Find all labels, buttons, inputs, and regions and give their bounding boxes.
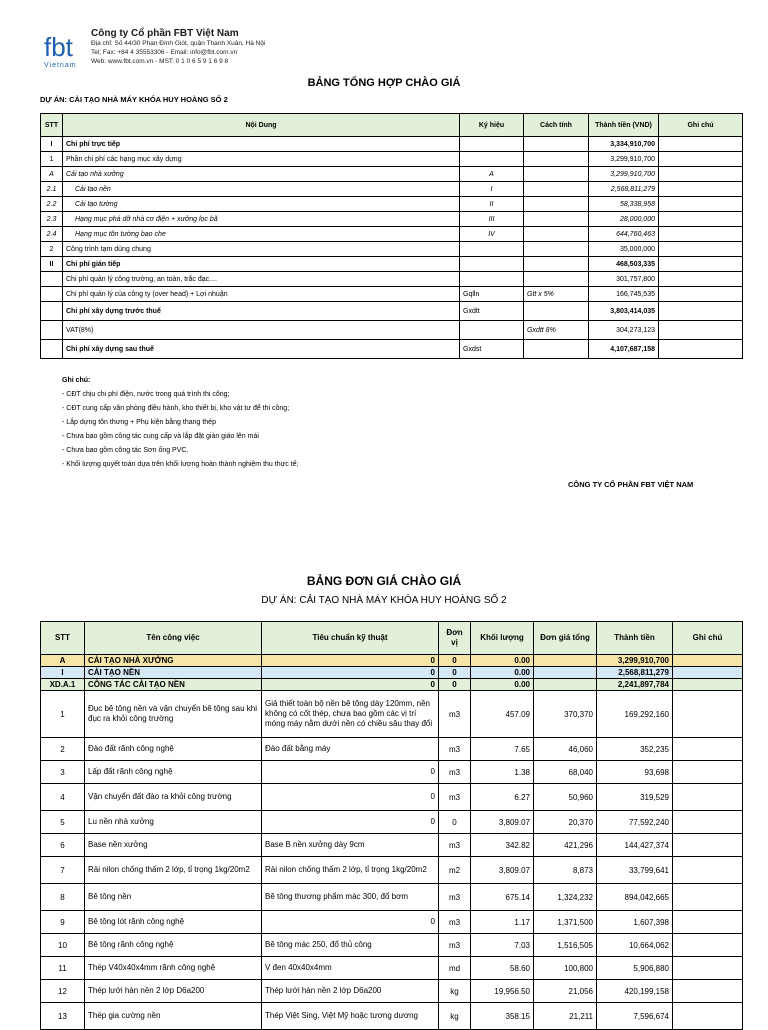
row-qty: 675.14 (471, 884, 534, 911)
row-code: Gxdtt (460, 302, 524, 321)
row-unit: m3 (439, 738, 471, 761)
row-content: Chi phí trực tiếp (63, 137, 460, 152)
row-stt: 10 (41, 934, 85, 957)
row-code: I (460, 182, 524, 197)
row-qty: 19,956.50 (471, 980, 534, 1003)
row-code: A (460, 167, 524, 182)
row-unit: md (439, 957, 471, 980)
row-calc (524, 257, 589, 272)
row-note (673, 811, 743, 834)
row-spec: Giả thiết toàn bộ nền bê tông dày 120mm, nền không có cốt thép, chưa bao gồm các vị trí móng máy nằm dưới nền có chiều sâu thay đổi (262, 691, 439, 738)
summary-row (41, 242, 743, 257)
row-amount: 1,607,398 (597, 911, 673, 934)
row-unit: kg (439, 980, 471, 1003)
row-price (534, 655, 597, 667)
row-task: Rải nilon chống thấm 2 lớp, tỉ trọng 1kg/20m2 (85, 857, 262, 884)
row-price: 370,370 (534, 691, 597, 738)
note-item: - Chưa bao gồm công tác cung cấp và lắp đặt giàn giáo lên mái (62, 433, 259, 440)
row-stt: 9 (41, 911, 85, 934)
row-calc (524, 242, 589, 257)
row-note (659, 287, 743, 302)
note-item: - CĐT chịu chi phí điện, nước trong quá trình thi công; (62, 391, 230, 398)
row-content: Hạng mục phá dỡ nhà cơ điện + xưởng lọc bã (63, 212, 460, 227)
row-task: CÔNG TÁC CẢI TẠO NỀN (85, 679, 262, 691)
col-calc: Cách tính (524, 114, 589, 137)
summary-title: BẢNG TỔNG HỢP CHÀO GIÁ (307, 77, 461, 89)
row-amount: 644,760,463 (589, 227, 659, 242)
row-note (659, 340, 743, 359)
notes (62, 374, 299, 472)
summary-row (41, 340, 743, 359)
row-amount: 3,299,910,700 (597, 655, 673, 667)
summary-row (41, 212, 743, 227)
row-qty: 7.65 (471, 738, 534, 761)
row-unit: 0 (439, 655, 471, 667)
row-spec: Rải nilon chống thấm 2 lớp, tỉ trọng 1kg/20m2 (262, 857, 439, 884)
row-task: Lấp đất rãnh công nghệ (85, 761, 262, 784)
table-row (41, 811, 743, 834)
row-spec: 0 (262, 667, 439, 679)
row-code (460, 321, 524, 340)
summary-row (41, 197, 743, 212)
row-amount: 7,596,674 (597, 1003, 673, 1030)
row-amount: 58,338,958 (589, 197, 659, 212)
group-row (41, 679, 743, 691)
row-code (460, 257, 524, 272)
row-calc (524, 212, 589, 227)
row-unit: m3 (439, 691, 471, 738)
row-content: Hạng mục tôn tường bao che (63, 227, 460, 242)
row-content: Chi phí gián tiếp (63, 257, 460, 272)
table-row (41, 834, 743, 857)
row-unit: m3 (439, 884, 471, 911)
row-calc (524, 340, 589, 359)
row-content: Chi phí quản lý công trường, an toàn, trắc đạc.... (63, 272, 460, 287)
row-price: 21,056 (534, 980, 597, 1003)
row-amount: 3,299,910,700 (589, 167, 659, 182)
row-stt: I (41, 667, 85, 679)
row-task: Bê tông lót rãnh công nghệ (85, 911, 262, 934)
row-qty: 1.38 (471, 761, 534, 784)
row-price: 1,371,500 (534, 911, 597, 934)
row-price: 1,516,505 (534, 934, 597, 957)
row-stt: 2 (41, 242, 63, 257)
row-amount: 144,427,374 (597, 834, 673, 857)
row-unit: m3 (439, 934, 471, 957)
row-note (673, 738, 743, 761)
col-qty: Khối lượng (471, 622, 534, 655)
row-note (673, 1003, 743, 1030)
row-content: Phần chi phí các hạng mục xây dựng (63, 152, 460, 167)
summary-row (41, 287, 743, 302)
row-amount: 301,757,800 (589, 272, 659, 287)
row-qty: 457.09 (471, 691, 534, 738)
row-task: Bê tông rãnh công nghệ (85, 934, 262, 957)
row-amount: 3,803,414,035 (589, 302, 659, 321)
row-qty: 58.60 (471, 957, 534, 980)
row-calc: Gtt x 5% (524, 287, 589, 302)
table-row (41, 691, 743, 738)
row-task: Vận chuyển đất đào ra khỏi công trường (85, 784, 262, 811)
row-calc (524, 302, 589, 321)
row-note (673, 679, 743, 691)
detail-table (40, 621, 743, 1030)
table-row (41, 884, 743, 911)
col-amount: Thành tiền (597, 622, 673, 655)
summary-row (41, 152, 743, 167)
row-price: 20,370 (534, 811, 597, 834)
row-stt: 7 (41, 857, 85, 884)
row-note (659, 152, 743, 167)
summary-row (41, 257, 743, 272)
summary-row (41, 137, 743, 152)
row-spec: Đào đất bằng máy (262, 738, 439, 761)
row-qty: 0.00 (471, 667, 534, 679)
table-row (41, 1003, 743, 1030)
row-stt: II (41, 257, 63, 272)
row-qty: 0.00 (471, 679, 534, 691)
table-row (41, 957, 743, 980)
row-note (673, 884, 743, 911)
row-code (460, 242, 524, 257)
note-item: - Lắp dựng tôn thưng + Phụ kiện bằng thang thép (62, 419, 216, 426)
row-note (673, 980, 743, 1003)
row-code: Gqlln (460, 287, 524, 302)
row-amount: 35,000,000 (589, 242, 659, 257)
row-qty: 0.00 (471, 655, 534, 667)
row-price: 421,296 (534, 834, 597, 857)
table-row (41, 911, 743, 934)
row-stt: A (41, 655, 85, 667)
row-amount: 2,568,811,279 (597, 667, 673, 679)
row-calc (524, 197, 589, 212)
row-stt: 1 (41, 691, 85, 738)
company-name: Công ty Cổ phần FBT Việt Nam (91, 28, 239, 39)
row-price: 100,800 (534, 957, 597, 980)
table-row (41, 738, 743, 761)
row-stt (41, 272, 63, 287)
row-code: Gxdst (460, 340, 524, 359)
row-code: IV (460, 227, 524, 242)
row-amount: 2,241,897,784 (597, 679, 673, 691)
row-task: CẢI TẠO NHÀ XƯỞNG (85, 655, 262, 667)
row-unit: 0 (439, 667, 471, 679)
col-content: Nội Dung (63, 114, 460, 137)
row-note (673, 957, 743, 980)
row-note (673, 784, 743, 811)
row-stt: XD.A.1 (41, 679, 85, 691)
row-unit: kg (439, 1003, 471, 1030)
row-price: 1,324,232 (534, 884, 597, 911)
signature: CÔNG TY CỔ PHẦN FBT VIỆT NAM (568, 480, 694, 489)
row-task: Thép V40x40x4mm rãnh công nghệ (85, 957, 262, 980)
company-web: Web: www.fbt.com.vn - MST: 0 1 0 6 5 9 1 6 9 8 (91, 58, 229, 65)
row-spec: 0 (262, 911, 439, 934)
row-amount: 166,745,535 (589, 287, 659, 302)
row-unit: m3 (439, 784, 471, 811)
row-amount: 3,334,910,700 (589, 137, 659, 152)
row-note (659, 197, 743, 212)
row-spec: 0 (262, 655, 439, 667)
row-note (659, 257, 743, 272)
summary-row (41, 272, 743, 287)
row-calc (524, 152, 589, 167)
col-note: Ghi chú (673, 622, 743, 655)
row-task: Thép gia cường nền (85, 1003, 262, 1030)
row-code (460, 137, 524, 152)
row-qty: 3,809.07 (471, 811, 534, 834)
row-stt: 5 (41, 811, 85, 834)
row-calc (524, 227, 589, 242)
group-row (41, 667, 743, 679)
row-note (673, 857, 743, 884)
row-price (534, 667, 597, 679)
row-amount: 2,568,811,279 (589, 182, 659, 197)
row-price (534, 679, 597, 691)
row-note (659, 212, 743, 227)
row-stt: 13 (41, 1003, 85, 1030)
row-note (659, 227, 743, 242)
row-stt: 12 (41, 980, 85, 1003)
row-content: Chi phí quản lý của công ty (over head) + Lợi nhuận (63, 287, 460, 302)
row-price: 68,040 (534, 761, 597, 784)
row-amount: 77,592,240 (597, 811, 673, 834)
summary-table (40, 113, 743, 359)
svg-text:fbt: fbt (44, 32, 73, 62)
row-amount: 28,000,000 (589, 212, 659, 227)
company-contact: Tel; Fax: +84 4 35553306 - Email: info@fbt.com.vn (91, 49, 238, 56)
row-qty: 3,809.07 (471, 857, 534, 884)
row-amount: 10,664,062 (597, 934, 673, 957)
row-unit: m3 (439, 761, 471, 784)
detail-title: BẢNG ĐƠN GIÁ CHÀO GIÁ (306, 574, 462, 588)
row-amount: 352,235 (597, 738, 673, 761)
row-note (673, 761, 743, 784)
row-stt: 6 (41, 834, 85, 857)
row-task: Đục bê tông nền và vận chuyển bê tông sau khi đục ra khỏi công trường (85, 691, 262, 738)
col-stt: STT (41, 622, 85, 655)
row-stt (41, 321, 63, 340)
group-row (41, 655, 743, 667)
row-note (673, 934, 743, 957)
row-note (659, 272, 743, 287)
row-note (673, 834, 743, 857)
row-spec: V đen 40x40x4mm (262, 957, 439, 980)
table-row (41, 784, 743, 811)
company-address: Địa chỉ: Số 44/30 Phan Đình Giót, quận Thanh Xuân, Hà Nội (91, 40, 266, 47)
row-task: Base nền xưởng (85, 834, 262, 857)
detail-header-row (41, 622, 743, 655)
row-calc (524, 182, 589, 197)
row-code (460, 272, 524, 287)
row-amount: 33,799,641 (597, 857, 673, 884)
row-content: Cải tạo nhà xưởng (63, 167, 460, 182)
row-note (659, 182, 743, 197)
summary-project: DỰ ÁN: CẢI TẠO NHÀ MÁY KHÓA HUY HOÀNG SỐ 2 (40, 95, 228, 104)
row-price: 50,960 (534, 784, 597, 811)
row-task: Thép lưới hàn nền 2 lớp D6a200 (85, 980, 262, 1003)
row-content: Chi phí xây dựng trước thuế (63, 302, 460, 321)
row-task: Đào đất rãnh công nghệ (85, 738, 262, 761)
row-spec: 0 (262, 784, 439, 811)
row-spec: Base B nền xưởng dày 9cm (262, 834, 439, 857)
row-amount: 894,042,665 (597, 884, 673, 911)
logo-subtitle: Vietnam (44, 62, 77, 69)
row-qty: 7.03 (471, 934, 534, 957)
note-item: - Chưa bao gồm công tác Sơn ống PVC. (62, 447, 189, 454)
row-content: Cải tạo tường (63, 197, 460, 212)
row-code: III (460, 212, 524, 227)
row-unit: m2 (439, 857, 471, 884)
summary-header-row (41, 114, 743, 137)
row-stt: 2.2 (41, 197, 63, 212)
row-stt: 11 (41, 957, 85, 980)
table-row (41, 857, 743, 884)
row-stt: 2.3 (41, 212, 63, 227)
row-price: 21,211 (534, 1003, 597, 1030)
notes-title: Ghi chú: (62, 377, 91, 384)
table-row (41, 980, 743, 1003)
row-note (659, 302, 743, 321)
row-stt (41, 302, 63, 321)
row-stt: I (41, 137, 63, 152)
row-code (460, 152, 524, 167)
table-row (41, 761, 743, 784)
row-calc: Gxdtt 8% (524, 321, 589, 340)
row-note (673, 655, 743, 667)
row-price: 8,873 (534, 857, 597, 884)
row-note (673, 691, 743, 738)
row-note (659, 137, 743, 152)
row-amount: 420,199,158 (597, 980, 673, 1003)
row-stt: 2.1 (41, 182, 63, 197)
row-amount: 169,292,160 (597, 691, 673, 738)
row-code: II (460, 197, 524, 212)
col-code: Ký hiệu (460, 114, 524, 137)
row-content: VAT(8%) (63, 321, 460, 340)
row-stt (41, 287, 63, 302)
row-note (659, 167, 743, 182)
row-stt: 2 (41, 738, 85, 761)
row-task: Lu nền nhà xưởng (85, 811, 262, 834)
col-amount: Thành tiền (VND) (589, 114, 659, 137)
row-calc (524, 272, 589, 287)
row-task: Bê tông nền (85, 884, 262, 911)
row-unit: 0 (439, 811, 471, 834)
row-stt: 3 (41, 761, 85, 784)
row-calc (524, 167, 589, 182)
row-amount: 5,906,880 (597, 957, 673, 980)
row-stt: 1 (41, 152, 63, 167)
row-spec: Thép lưới hàn nền 2 lớp D6a200 (262, 980, 439, 1003)
row-price: 46,060 (534, 738, 597, 761)
row-content: Chi phí xây dựng sau thuế (63, 340, 460, 359)
row-qty: 358.15 (471, 1003, 534, 1030)
row-unit: m3 (439, 911, 471, 934)
row-stt: 2.4 (41, 227, 63, 242)
row-qty: 342.82 (471, 834, 534, 857)
row-amount: 319,529 (597, 784, 673, 811)
row-amount: 468,503,335 (589, 257, 659, 272)
detail-project: DỰ ÁN: CẢI TẠO NHÀ MÁY KHÓA HUY HOÀNG SỐ 2 (261, 595, 507, 606)
row-stt: 4 (41, 784, 85, 811)
row-unit: 0 (439, 679, 471, 691)
row-note (673, 911, 743, 934)
row-spec: 0 (262, 811, 439, 834)
row-amount: 304,273,123 (589, 321, 659, 340)
row-unit: m3 (439, 834, 471, 857)
row-content: Cải tạo nền (63, 182, 460, 197)
row-spec: Thép Việt Sing, Việt Mỹ hoặc tương dương (262, 1003, 439, 1030)
row-amount: 3,299,910,700 (589, 152, 659, 167)
row-stt (41, 340, 63, 359)
row-stt: A (41, 167, 63, 182)
row-spec: Bê tông thương phẩm mác 300, đổ bơm (262, 884, 439, 911)
row-stt: 8 (41, 884, 85, 911)
note-item: - Khối lượng quyết toán dựa trên khối lượng hoàn thành nghiệm thu thực tế; (62, 461, 299, 468)
row-content: Công trình tạm dùng chung (63, 242, 460, 257)
row-amount: 4,107,687,158 (589, 340, 659, 359)
row-spec: 0 (262, 761, 439, 784)
col-task: Tên công việc (85, 622, 262, 655)
company-info (91, 28, 265, 66)
summary-row (41, 167, 743, 182)
row-note (659, 242, 743, 257)
row-calc (524, 137, 589, 152)
row-spec: 0 (262, 679, 439, 691)
summary-row (41, 227, 743, 242)
summary-row (41, 182, 743, 197)
row-qty: 1.17 (471, 911, 534, 934)
row-amount: 93,698 (597, 761, 673, 784)
col-unit: Đơn vị (439, 622, 471, 655)
note-item: - CĐT cung cấp văn phòng điều hành, kho thiết bị, kho vật tư để thi công; (62, 405, 290, 412)
summary-row (41, 321, 743, 340)
table-row (41, 934, 743, 957)
row-qty: 6.27 (471, 784, 534, 811)
row-spec: Bê tông mác 250, đổ thủ công (262, 934, 439, 957)
col-spec: Tiêu chuẩn kỹ thuật (262, 622, 439, 655)
col-price: Đơn giá tổng (534, 622, 597, 655)
col-stt: STT (41, 114, 63, 137)
row-note (659, 321, 743, 340)
row-task: CẢI TẠO NỀN (85, 667, 262, 679)
row-note (673, 667, 743, 679)
col-note: Ghi chú (659, 114, 743, 137)
summary-row (41, 302, 743, 321)
